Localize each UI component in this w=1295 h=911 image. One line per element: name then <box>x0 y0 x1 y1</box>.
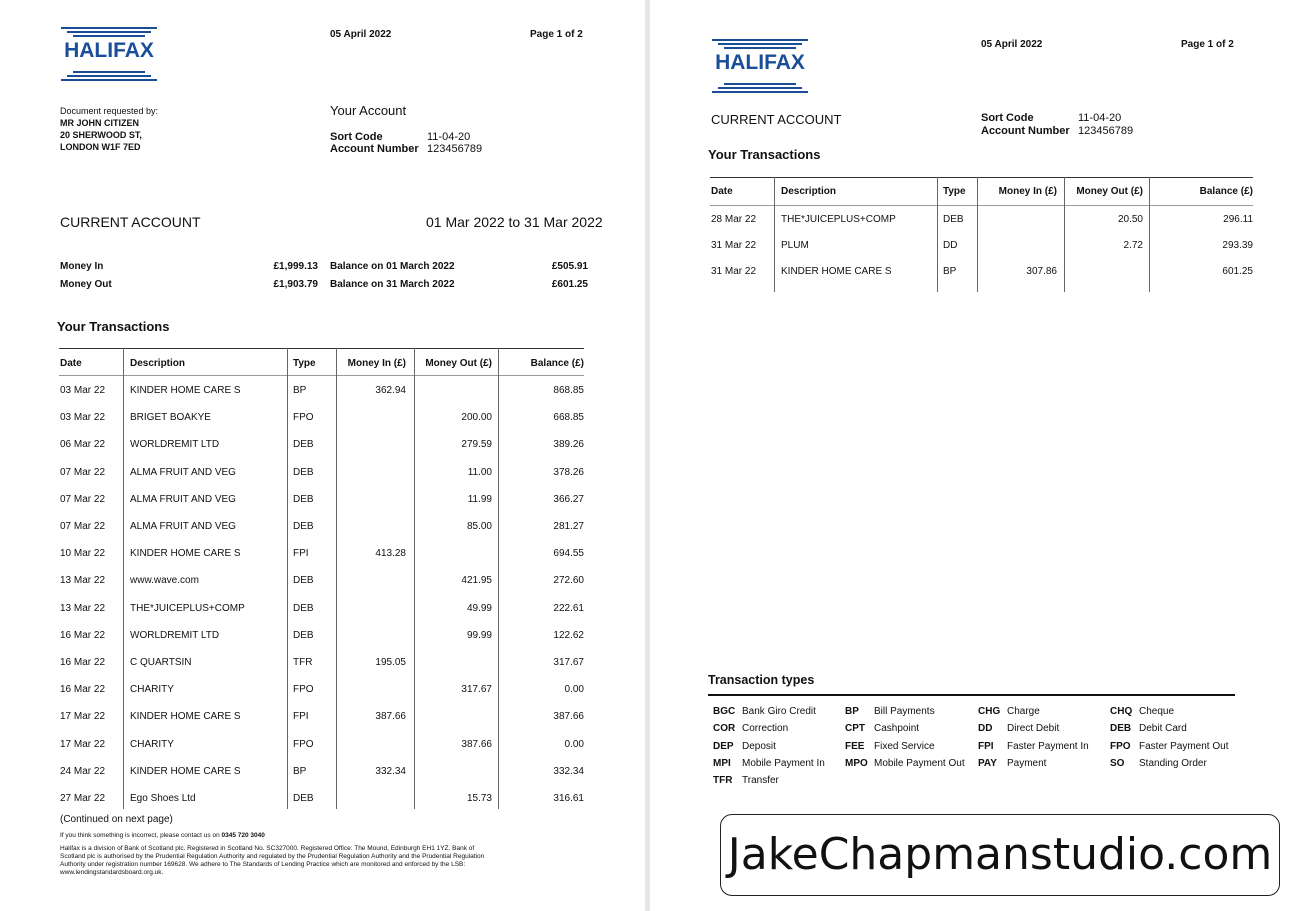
cell-type: DEB <box>293 467 314 478</box>
cell-type: TFR <box>293 657 313 668</box>
type-code: TFR <box>713 775 733 787</box>
type-code: BP <box>845 706 859 717</box>
type-code: MPI <box>713 757 731 769</box>
cell-description: KINDER HOME CARE S <box>781 266 892 277</box>
cell-description: ALMA FRUIT AND VEG <box>130 494 236 505</box>
cell-money-out: 99.99 <box>466 630 492 641</box>
cell-money-out: 200.00 <box>461 412 492 423</box>
cell-money-out: 15.73 <box>466 793 492 804</box>
cell-date: 17 Mar 22 <box>60 711 106 722</box>
statement-period: 01 Mar 2022 to 31 Mar 2022 <box>426 214 603 230</box>
cell-date: 28 Mar 22 <box>711 214 757 225</box>
type-name: Direct Debit <box>1007 723 1060 735</box>
account-number-value: 123456789 <box>427 143 483 155</box>
cell-type: FPO <box>293 412 314 423</box>
type-name: Faster Payment Out <box>1139 740 1229 752</box>
cell-date: 16 Mar 22 <box>60 630 106 641</box>
type-code: DEP <box>713 740 734 752</box>
sort-code-label: Sort Code <box>981 112 1034 124</box>
type-name: Mobile Payment Out <box>874 757 965 769</box>
sort-code-label: Sort Code <box>330 131 383 143</box>
statement-page-2 <box>650 0 1295 911</box>
col-divider <box>1149 177 1150 292</box>
cell-money-out: 11.99 <box>467 494 492 505</box>
opening-balance-label: Balance on 01 March 2022 <box>330 261 455 272</box>
col-header-money-out: Money Out (£) <box>425 358 492 369</box>
type-code: CHG <box>978 706 1001 717</box>
money-out-label: Money Out <box>60 279 112 290</box>
money-in-label: Money In <box>60 261 104 272</box>
type-name: Debit Card <box>1139 723 1187 735</box>
closing-balance: £601.25 <box>551 279 588 290</box>
cell-money-out: 421.95 <box>461 575 492 586</box>
type-name: Correction <box>742 723 789 735</box>
cell-type: DEB <box>943 214 964 225</box>
cell-date: 17 Mar 22 <box>60 739 106 750</box>
cell-description: KINDER HOME CARE S <box>130 385 241 396</box>
cell-money-out: 85.00 <box>466 521 492 532</box>
type-name: Cashpoint <box>874 723 920 735</box>
col-header-money-out: Money Out (£) <box>1076 186 1143 197</box>
cell-description: KINDER HOME CARE S <box>130 766 241 777</box>
transaction-types-heading: Transaction types <box>708 673 815 687</box>
type-code: FEE <box>845 740 865 752</box>
contact-phone: 0345 720 3040 <box>221 832 265 839</box>
table-header-rule <box>59 375 584 376</box>
statement-date: 05 April 2022 <box>330 29 392 40</box>
closing-balance-label: Balance on 31 March 2022 <box>330 279 455 290</box>
col-divider <box>498 348 499 809</box>
cell-money-in: 332.34 <box>375 766 406 777</box>
page-number: Page 1 of 2 <box>1181 39 1234 50</box>
cell-date: 03 Mar 22 <box>60 412 106 423</box>
type-name: Transfer <box>742 775 779 787</box>
cell-balance: 296.11 <box>1223 214 1253 225</box>
watermark-banner: JakeChapmanstudio.com <box>720 814 1280 896</box>
cell-type: FPI <box>293 711 309 722</box>
col-header-balance: Balance (£) <box>1199 186 1253 197</box>
money-in-total: £1,999.13 <box>273 261 318 272</box>
cell-date: 16 Mar 22 <box>60 684 106 695</box>
cell-type: FPO <box>293 684 314 695</box>
type-name: Mobile Payment In <box>742 757 825 769</box>
type-name: Bill Payments <box>874 706 935 717</box>
type-name: Bank Giro Credit <box>742 706 816 717</box>
cell-date: 31 Mar 22 <box>711 240 757 251</box>
sort-code-value: 11-04-20 <box>1078 112 1122 124</box>
cell-type: DEB <box>293 521 314 532</box>
legal-text: Halifax is a division of Bank of Scotland plc. Registered in Scotland No. SC327000. Registered Office: The Mound, Edinburgh EH1 1YZ. Bank of Scotland plc is authorised by the Prudential Regulation Authority and regulated by the Prudential Regulation Authority and the Prudential Regulation Authority under registration number 169628. We adhere to The Standards of Lending Practice which are monitored and enforced by the LSB: www.lendingstandardsboard.org.uk. <box>60 845 485 876</box>
type-name: Charge <box>1007 706 1040 717</box>
cell-date: 31 Mar 22 <box>711 266 757 277</box>
bank-name: HALIFAX <box>59 40 159 62</box>
cell-money-out: 11.00 <box>467 467 492 478</box>
opening-balance: £505.91 <box>551 261 588 272</box>
page-number: Page 1 of 2 <box>530 29 583 40</box>
bank-name: HALIFAX <box>710 52 810 74</box>
cell-money-out: 387.66 <box>461 739 492 750</box>
money-out-total: £1,903.79 <box>273 279 318 290</box>
customer-address-1: 20 SHERWOOD ST, <box>60 130 142 140</box>
type-code: SO <box>1110 757 1125 769</box>
col-header-description: Description <box>130 358 186 369</box>
cell-balance: 378.26 <box>553 467 584 478</box>
cell-date: 07 Mar 22 <box>60 521 106 532</box>
type-code: DD <box>978 723 993 735</box>
cell-description: ALMA FRUIT AND VEG <box>130 521 236 532</box>
cell-balance: 222.61 <box>553 603 584 614</box>
cell-description: www.wave.com <box>130 575 199 586</box>
cell-date: 27 Mar 22 <box>60 793 106 804</box>
col-divider <box>937 177 938 292</box>
cell-balance: 668.85 <box>553 412 584 423</box>
cell-type: BP <box>293 385 307 396</box>
cell-balance: 366.27 <box>553 494 584 505</box>
col-header-money-in: Money In (£) <box>347 358 406 369</box>
cell-type: DEB <box>293 603 314 614</box>
cell-description: CHARITY <box>130 739 174 750</box>
type-name: Deposit <box>742 740 776 752</box>
cell-date: 07 Mar 22 <box>60 494 106 505</box>
cell-money-in: 362.94 <box>375 385 406 396</box>
cell-date: 16 Mar 22 <box>60 657 106 668</box>
customer-address-2: LONDON W1F 7ED <box>60 142 141 152</box>
sort-code-value: 11-04-20 <box>427 131 471 143</box>
account-number-value: 123456789 <box>1078 125 1134 137</box>
cell-type: DEB <box>293 793 314 804</box>
type-code: FPO <box>1110 740 1131 752</box>
cell-balance: 122.62 <box>553 630 584 641</box>
cell-balance: 293.39 <box>1222 240 1253 251</box>
cell-money-out: 317.67 <box>461 684 492 695</box>
type-name: Cheque <box>1139 706 1175 717</box>
cell-description: BRIGET BOAKYE <box>130 412 211 423</box>
cell-date: 06 Mar 22 <box>60 439 106 450</box>
cell-type: BP <box>293 766 307 777</box>
cell-type: FPO <box>293 739 314 750</box>
cell-money-out: 49.99 <box>466 603 492 614</box>
col-divider <box>123 348 124 809</box>
cell-description: WORLDREMIT LTD <box>130 630 220 641</box>
cell-date: 10 Mar 22 <box>60 548 106 559</box>
cell-type: DEB <box>293 494 314 505</box>
halifax-logo <box>710 38 810 94</box>
cell-balance: 332.34 <box>553 766 584 777</box>
cell-balance: 0.00 <box>564 739 584 750</box>
type-code: COR <box>713 723 736 735</box>
statement-date: 05 April 2022 <box>981 39 1043 50</box>
col-header-date: Date <box>60 358 82 369</box>
account-type: CURRENT ACCOUNT <box>60 214 201 230</box>
cell-description: THE*JUICEPLUS+COMP <box>130 603 245 614</box>
cell-money-in: 307.86 <box>1026 266 1057 277</box>
transactions-heading: Your Transactions <box>708 147 821 162</box>
col-divider <box>774 177 775 292</box>
cell-description: CHARITY <box>130 684 174 695</box>
cell-balance: 272.60 <box>553 575 584 586</box>
col-header-type: Type <box>943 186 966 197</box>
cell-type: DEB <box>293 575 314 586</box>
cell-balance: 601.25 <box>1222 266 1253 277</box>
contact-text: If you think something is incorrect, please contact us on <box>60 832 222 839</box>
cell-date: 13 Mar 22 <box>60 575 106 586</box>
cell-balance: 694.55 <box>553 548 584 559</box>
cell-type: BP <box>943 266 957 277</box>
table-top-rule <box>710 177 1253 178</box>
cell-description: PLUM <box>781 240 809 251</box>
customer-name: MR JOHN CITIZEN <box>60 118 140 128</box>
type-code: DEB <box>1110 723 1132 735</box>
cell-date: 24 Mar 22 <box>60 766 106 777</box>
type-code: CPT <box>845 723 865 735</box>
cell-type: DEB <box>293 630 314 641</box>
type-name: Fixed Service <box>874 740 935 752</box>
account-number-label: Account Number <box>330 143 419 155</box>
col-divider <box>977 177 978 292</box>
cell-description: Ego Shoes Ltd <box>130 793 196 804</box>
account-type: CURRENT ACCOUNT <box>711 112 842 127</box>
cell-balance: 389.26 <box>553 439 584 450</box>
contact-line <box>60 832 265 839</box>
col-header-date: Date <box>711 186 733 197</box>
cell-balance: 317.67 <box>553 657 584 668</box>
cell-balance: 387.66 <box>553 711 584 722</box>
cell-money-out: 2.72 <box>1123 240 1143 251</box>
requested-by-label: Document requested by: <box>60 106 159 116</box>
type-code: MPO <box>845 757 868 769</box>
cell-type: DEB <box>293 439 314 450</box>
type-code: PAY <box>978 757 997 769</box>
cell-description: C QUARTSIN <box>130 657 192 668</box>
table-top-rule <box>59 348 584 349</box>
cell-money-in: 387.66 <box>375 711 406 722</box>
cell-money-out: 20.50 <box>1117 214 1143 225</box>
cell-description: KINDER HOME CARE S <box>130 548 241 559</box>
type-code: BGC <box>713 706 736 717</box>
type-name: Faster Payment In <box>1007 740 1089 752</box>
your-account-heading: Your Account <box>330 103 407 118</box>
type-name: Standing Order <box>1139 757 1207 769</box>
cell-balance: 281.27 <box>553 521 584 532</box>
halifax-logo <box>59 26 159 82</box>
type-code: FPI <box>978 740 994 752</box>
transactions-heading: Your Transactions <box>57 319 170 334</box>
cell-balance: 0.00 <box>564 684 584 695</box>
cell-type: FPI <box>293 548 309 559</box>
cell-balance: 868.85 <box>553 385 584 396</box>
col-header-money-in: Money In (£) <box>998 186 1057 197</box>
cell-balance: 316.61 <box>553 793 584 804</box>
cell-description: WORLDREMIT LTD <box>130 439 220 450</box>
table-header-rule <box>710 205 1253 206</box>
col-divider <box>287 348 288 809</box>
cell-money-in: 413.28 <box>375 548 406 559</box>
type-name: Payment <box>1007 757 1047 769</box>
col-header-description: Description <box>781 186 837 197</box>
cell-date: 13 Mar 22 <box>60 603 106 614</box>
col-header-balance: Balance (£) <box>530 358 584 369</box>
col-divider <box>336 348 337 809</box>
account-number-label: Account Number <box>981 125 1070 137</box>
cell-description: ALMA FRUIT AND VEG <box>130 467 236 478</box>
cell-money-out: 279.59 <box>461 439 492 450</box>
cell-date: 03 Mar 22 <box>60 385 106 396</box>
cell-type: DD <box>943 240 958 251</box>
cell-money-in: 195.05 <box>375 657 406 668</box>
type-code: CHQ <box>1110 706 1133 717</box>
transaction-types-rule <box>708 694 1235 696</box>
cell-description: KINDER HOME CARE S <box>130 711 241 722</box>
cell-description: THE*JUICEPLUS+COMP <box>781 214 896 225</box>
col-header-type: Type <box>293 358 316 369</box>
continued-note: (Continued on next page) <box>60 814 173 825</box>
cell-date: 07 Mar 22 <box>60 467 106 478</box>
statement-page-1 <box>0 0 645 911</box>
